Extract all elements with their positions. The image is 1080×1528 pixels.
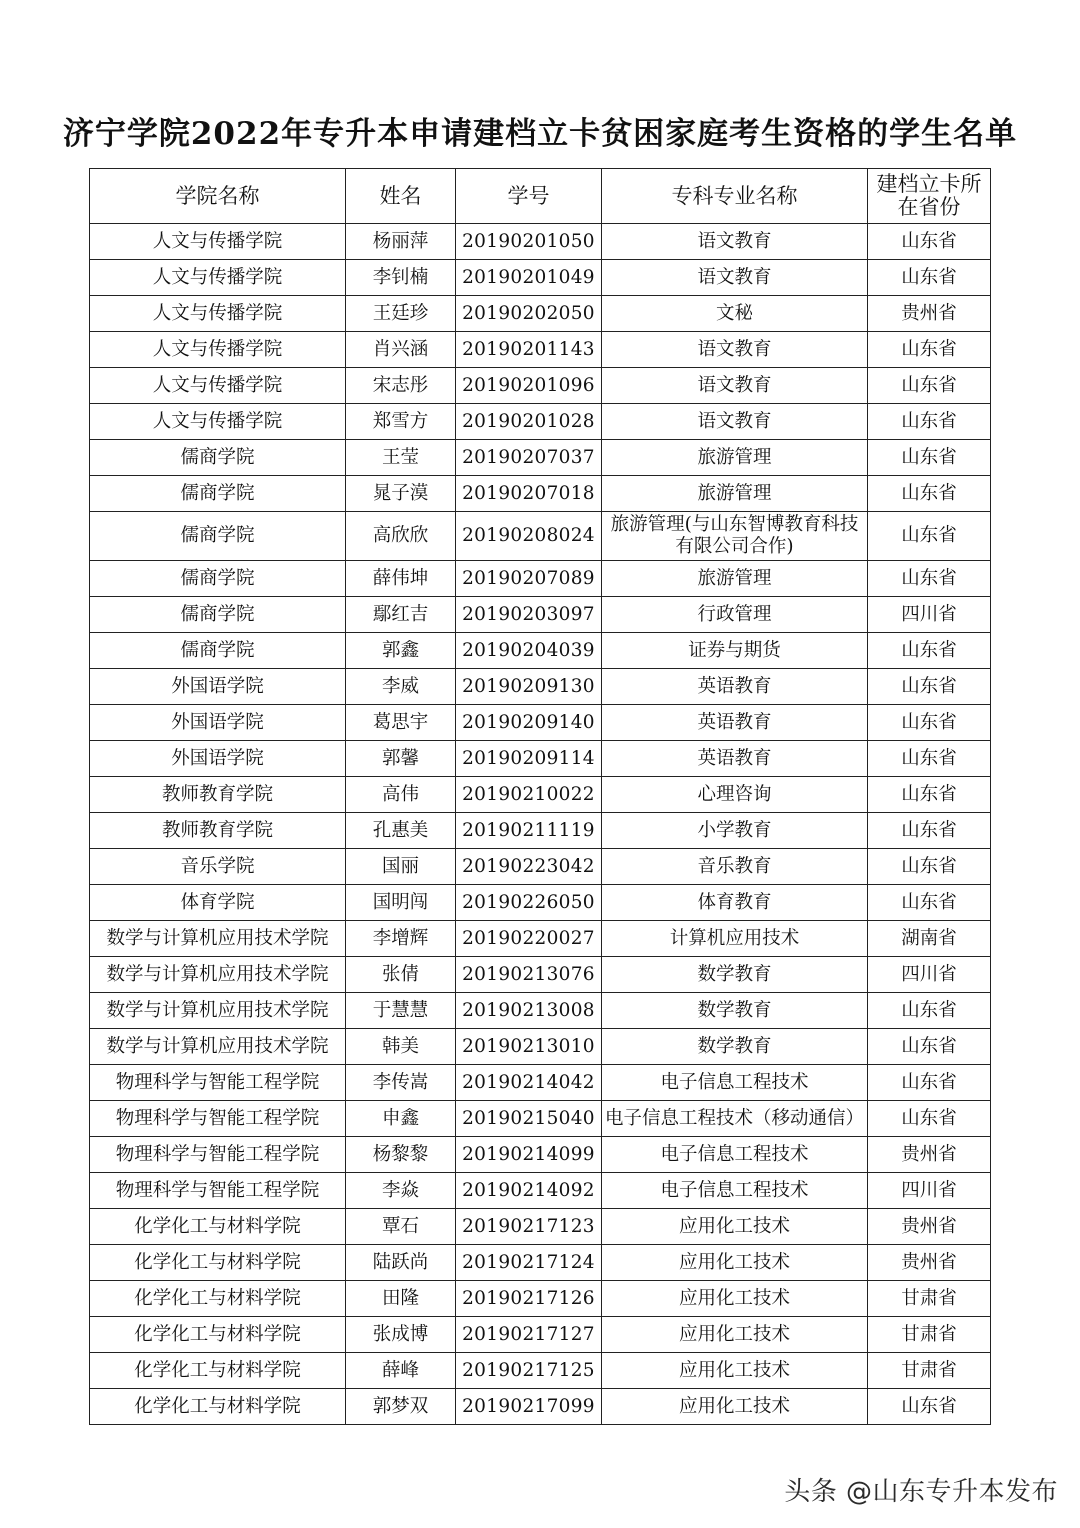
header-student-id: 学号 bbox=[456, 169, 602, 224]
cell-college: 外国语学院 bbox=[90, 669, 346, 705]
table-row bbox=[90, 993, 991, 1029]
table-row bbox=[90, 512, 991, 561]
cell-student-id: 20190211119 bbox=[456, 813, 602, 849]
cell-college: 外国语学院 bbox=[90, 741, 346, 777]
cell-student-id: 20190209114 bbox=[456, 741, 602, 777]
table-row bbox=[90, 1317, 991, 1353]
cell-major: 文秘 bbox=[602, 296, 868, 332]
table-row bbox=[90, 957, 991, 993]
table-row bbox=[90, 885, 991, 921]
cell-student-id: 20190217124 bbox=[456, 1245, 602, 1281]
cell-province: 山东省 bbox=[868, 741, 991, 777]
cell-name: 高欣欣 bbox=[346, 512, 456, 561]
cell-major: 电子信息工程技术（移动通信） bbox=[602, 1101, 868, 1137]
cell-name: 李传嵩 bbox=[346, 1065, 456, 1101]
cell-province: 山东省 bbox=[868, 813, 991, 849]
cell-college: 教师教育学院 bbox=[90, 777, 346, 813]
cell-major: 音乐教育 bbox=[602, 849, 868, 885]
table-row bbox=[90, 224, 991, 260]
cell-major: 行政管理 bbox=[602, 597, 868, 633]
cell-student-id: 20190217123 bbox=[456, 1209, 602, 1245]
cell-province: 山东省 bbox=[868, 777, 991, 813]
cell-college: 物理科学与智能工程学院 bbox=[90, 1065, 346, 1101]
header-college: 学院名称 bbox=[90, 169, 346, 224]
cell-province: 山东省 bbox=[868, 512, 991, 561]
cell-college: 数学与计算机应用技术学院 bbox=[90, 993, 346, 1029]
cell-student-id: 20190209130 bbox=[456, 669, 602, 705]
table-row bbox=[90, 1389, 991, 1425]
cell-province: 四川省 bbox=[868, 597, 991, 633]
cell-major: 应用化工技术 bbox=[602, 1389, 868, 1425]
cell-name: 高伟 bbox=[346, 777, 456, 813]
cell-major: 应用化工技术 bbox=[602, 1245, 868, 1281]
cell-college: 外国语学院 bbox=[90, 705, 346, 741]
cell-student-id: 20190210022 bbox=[456, 777, 602, 813]
cell-college: 儒商学院 bbox=[90, 597, 346, 633]
cell-major: 数学教育 bbox=[602, 1029, 868, 1065]
cell-name: 晁子漠 bbox=[346, 476, 456, 512]
table-row bbox=[90, 597, 991, 633]
table-row bbox=[90, 921, 991, 957]
cell-province: 山东省 bbox=[868, 224, 991, 260]
cell-student-id: 20190214042 bbox=[456, 1065, 602, 1101]
cell-province: 甘肃省 bbox=[868, 1317, 991, 1353]
cell-student-id: 20190209140 bbox=[456, 705, 602, 741]
table-row bbox=[90, 633, 991, 669]
cell-province: 贵州省 bbox=[868, 1137, 991, 1173]
cell-college: 体育学院 bbox=[90, 885, 346, 921]
cell-province: 山东省 bbox=[868, 669, 991, 705]
cell-name: 郭梦双 bbox=[346, 1389, 456, 1425]
cell-student-id: 20190201143 bbox=[456, 332, 602, 368]
cell-college: 人文与传播学院 bbox=[90, 332, 346, 368]
cell-college: 音乐学院 bbox=[90, 849, 346, 885]
cell-college: 儒商学院 bbox=[90, 440, 346, 476]
cell-province: 山东省 bbox=[868, 368, 991, 404]
cell-student-id: 20190213008 bbox=[456, 993, 602, 1029]
table-row bbox=[90, 669, 991, 705]
cell-name: 张成博 bbox=[346, 1317, 456, 1353]
cell-province: 山东省 bbox=[868, 885, 991, 921]
cell-major: 心理咨询 bbox=[602, 777, 868, 813]
cell-province: 贵州省 bbox=[868, 296, 991, 332]
cell-name: 田隆 bbox=[346, 1281, 456, 1317]
cell-province: 四川省 bbox=[868, 957, 991, 993]
cell-major: 应用化工技术 bbox=[602, 1353, 868, 1389]
cell-student-id: 20190207018 bbox=[456, 476, 602, 512]
cell-student-id: 20190217099 bbox=[456, 1389, 602, 1425]
cell-college: 人文与传播学院 bbox=[90, 260, 346, 296]
table-row bbox=[90, 296, 991, 332]
table-row bbox=[90, 368, 991, 404]
table-row bbox=[90, 1209, 991, 1245]
cell-name: 薛峰 bbox=[346, 1353, 456, 1389]
table-header-row bbox=[90, 169, 991, 224]
cell-student-id: 20190201096 bbox=[456, 368, 602, 404]
cell-student-id: 20190217127 bbox=[456, 1317, 602, 1353]
table-row bbox=[90, 849, 991, 885]
cell-province: 山东省 bbox=[868, 561, 991, 597]
cell-major: 应用化工技术 bbox=[602, 1281, 868, 1317]
cell-name: 鄢红吉 bbox=[346, 597, 456, 633]
cell-student-id: 20190201028 bbox=[456, 404, 602, 440]
page-title: 济宁学院2022年专升本申请建档立卡贫困家庭考生资格的学生名单 bbox=[62, 116, 1018, 152]
cell-name: 韩美 bbox=[346, 1029, 456, 1065]
cell-name: 杨丽萍 bbox=[346, 224, 456, 260]
cell-student-id: 20190201050 bbox=[456, 224, 602, 260]
cell-college: 人文与传播学院 bbox=[90, 368, 346, 404]
table-row bbox=[90, 332, 991, 368]
cell-student-id: 20190217126 bbox=[456, 1281, 602, 1317]
cell-major: 应用化工技术 bbox=[602, 1317, 868, 1353]
cell-college: 教师教育学院 bbox=[90, 813, 346, 849]
cell-major: 数学教育 bbox=[602, 993, 868, 1029]
table-row bbox=[90, 1245, 991, 1281]
source-watermark: 头条 @山东专升本发布 bbox=[784, 1477, 1058, 1507]
cell-student-id: 20190204039 bbox=[456, 633, 602, 669]
cell-major: 语文教育 bbox=[602, 332, 868, 368]
table-row bbox=[90, 440, 991, 476]
cell-major: 英语教育 bbox=[602, 705, 868, 741]
cell-major: 应用化工技术 bbox=[602, 1209, 868, 1245]
cell-major: 语文教育 bbox=[602, 224, 868, 260]
cell-name: 国丽 bbox=[346, 849, 456, 885]
cell-name: 王廷珍 bbox=[346, 296, 456, 332]
cell-name: 葛思宇 bbox=[346, 705, 456, 741]
header-major: 专科专业名称 bbox=[602, 169, 868, 224]
cell-province: 山东省 bbox=[868, 633, 991, 669]
cell-major: 电子信息工程技术 bbox=[602, 1065, 868, 1101]
cell-student-id: 20190202050 bbox=[456, 296, 602, 332]
cell-college: 数学与计算机应用技术学院 bbox=[90, 1029, 346, 1065]
cell-province: 山东省 bbox=[868, 404, 991, 440]
header-province: 建档立卡所在省份 bbox=[868, 169, 991, 224]
cell-name: 薛伟坤 bbox=[346, 561, 456, 597]
cell-college: 化学化工与材料学院 bbox=[90, 1317, 346, 1353]
cell-major: 语文教育 bbox=[602, 368, 868, 404]
cell-college: 数学与计算机应用技术学院 bbox=[90, 921, 346, 957]
table-row bbox=[90, 404, 991, 440]
cell-major: 英语教育 bbox=[602, 669, 868, 705]
cell-college: 儒商学院 bbox=[90, 476, 346, 512]
cell-name: 张倩 bbox=[346, 957, 456, 993]
cell-college: 物理科学与智能工程学院 bbox=[90, 1173, 346, 1209]
cell-major: 旅游管理 bbox=[602, 561, 868, 597]
cell-province: 山东省 bbox=[868, 476, 991, 512]
table-row bbox=[90, 813, 991, 849]
cell-name: 孔惠美 bbox=[346, 813, 456, 849]
cell-college: 人文与传播学院 bbox=[90, 404, 346, 440]
cell-name: 国明闯 bbox=[346, 885, 456, 921]
table-row bbox=[90, 561, 991, 597]
cell-name: 于慧慧 bbox=[346, 993, 456, 1029]
cell-name: 李威 bbox=[346, 669, 456, 705]
cell-province: 四川省 bbox=[868, 1173, 991, 1209]
cell-name: 李增辉 bbox=[346, 921, 456, 957]
cell-name: 杨黎黎 bbox=[346, 1137, 456, 1173]
cell-province: 山东省 bbox=[868, 849, 991, 885]
cell-province: 山东省 bbox=[868, 993, 991, 1029]
table-row bbox=[90, 1137, 991, 1173]
cell-major: 电子信息工程技术 bbox=[602, 1173, 868, 1209]
cell-major: 旅游管理 bbox=[602, 440, 868, 476]
cell-major: 小学教育 bbox=[602, 813, 868, 849]
cell-province: 甘肃省 bbox=[868, 1353, 991, 1389]
cell-name: 王莹 bbox=[346, 440, 456, 476]
cell-province: 贵州省 bbox=[868, 1209, 991, 1245]
table-row bbox=[90, 1281, 991, 1317]
cell-name: 覃石 bbox=[346, 1209, 456, 1245]
cell-student-id: 20190208024 bbox=[456, 512, 602, 561]
cell-major: 体育教育 bbox=[602, 885, 868, 921]
cell-province: 山东省 bbox=[868, 1065, 991, 1101]
cell-name: 申鑫 bbox=[346, 1101, 456, 1137]
cell-major: 电子信息工程技术 bbox=[602, 1137, 868, 1173]
cell-college: 化学化工与材料学院 bbox=[90, 1281, 346, 1317]
cell-province: 山东省 bbox=[868, 332, 991, 368]
cell-student-id: 20190203097 bbox=[456, 597, 602, 633]
table-row bbox=[90, 1101, 991, 1137]
cell-student-id: 20190207089 bbox=[456, 561, 602, 597]
cell-major: 数学教育 bbox=[602, 957, 868, 993]
cell-name: 肖兴涵 bbox=[346, 332, 456, 368]
cell-province: 贵州省 bbox=[868, 1245, 991, 1281]
cell-major: 语文教育 bbox=[602, 260, 868, 296]
cell-college: 物理科学与智能工程学院 bbox=[90, 1101, 346, 1137]
cell-student-id: 20190217125 bbox=[456, 1353, 602, 1389]
cell-province: 山东省 bbox=[868, 705, 991, 741]
table-row bbox=[90, 1173, 991, 1209]
cell-province: 山东省 bbox=[868, 1389, 991, 1425]
table-row bbox=[90, 705, 991, 741]
cell-college: 儒商学院 bbox=[90, 561, 346, 597]
cell-name: 李钊楠 bbox=[346, 260, 456, 296]
table-row bbox=[90, 741, 991, 777]
cell-college: 化学化工与材料学院 bbox=[90, 1353, 346, 1389]
cell-college: 数学与计算机应用技术学院 bbox=[90, 957, 346, 993]
cell-province: 甘肃省 bbox=[868, 1281, 991, 1317]
cell-college: 儒商学院 bbox=[90, 512, 346, 561]
cell-name: 宋志彤 bbox=[346, 368, 456, 404]
cell-province: 山东省 bbox=[868, 1101, 991, 1137]
cell-province: 山东省 bbox=[868, 1029, 991, 1065]
cell-student-id: 20190223042 bbox=[456, 849, 602, 885]
cell-major: 旅游管理 bbox=[602, 476, 868, 512]
cell-major: 英语教育 bbox=[602, 741, 868, 777]
cell-major: 计算机应用技术 bbox=[602, 921, 868, 957]
cell-province: 湖南省 bbox=[868, 921, 991, 957]
cell-name: 陆跃尚 bbox=[346, 1245, 456, 1281]
cell-name: 郭馨 bbox=[346, 741, 456, 777]
cell-name: 郭鑫 bbox=[346, 633, 456, 669]
cell-name: 李焱 bbox=[346, 1173, 456, 1209]
table-row bbox=[90, 1029, 991, 1065]
cell-province: 山东省 bbox=[868, 260, 991, 296]
table-row bbox=[90, 476, 991, 512]
cell-college: 化学化工与材料学院 bbox=[90, 1245, 346, 1281]
table-body bbox=[90, 224, 991, 1425]
cell-major: 旅游管理(与山东智博教育科技有限公司合作) bbox=[602, 512, 868, 561]
cell-student-id: 20190201049 bbox=[456, 260, 602, 296]
table-row bbox=[90, 260, 991, 296]
student-list-table bbox=[89, 168, 991, 1425]
cell-name: 郑雪方 bbox=[346, 404, 456, 440]
cell-college: 人文与传播学院 bbox=[90, 224, 346, 260]
cell-college: 人文与传播学院 bbox=[90, 296, 346, 332]
cell-province: 山东省 bbox=[868, 440, 991, 476]
header-name: 姓名 bbox=[346, 169, 456, 224]
cell-student-id: 20190214092 bbox=[456, 1173, 602, 1209]
cell-student-id: 20190213076 bbox=[456, 957, 602, 993]
cell-student-id: 20190215040 bbox=[456, 1101, 602, 1137]
cell-college: 化学化工与材料学院 bbox=[90, 1209, 346, 1245]
cell-college: 物理科学与智能工程学院 bbox=[90, 1137, 346, 1173]
cell-student-id: 20190214099 bbox=[456, 1137, 602, 1173]
cell-college: 化学化工与材料学院 bbox=[90, 1389, 346, 1425]
table-row bbox=[90, 1353, 991, 1389]
cell-student-id: 20190220027 bbox=[456, 921, 602, 957]
cell-college: 儒商学院 bbox=[90, 633, 346, 669]
table-row bbox=[90, 1065, 991, 1101]
cell-student-id: 20190207037 bbox=[456, 440, 602, 476]
cell-major: 证券与期货 bbox=[602, 633, 868, 669]
table-row bbox=[90, 777, 991, 813]
cell-student-id: 20190213010 bbox=[456, 1029, 602, 1065]
cell-student-id: 20190226050 bbox=[456, 885, 602, 921]
cell-major: 语文教育 bbox=[602, 404, 868, 440]
